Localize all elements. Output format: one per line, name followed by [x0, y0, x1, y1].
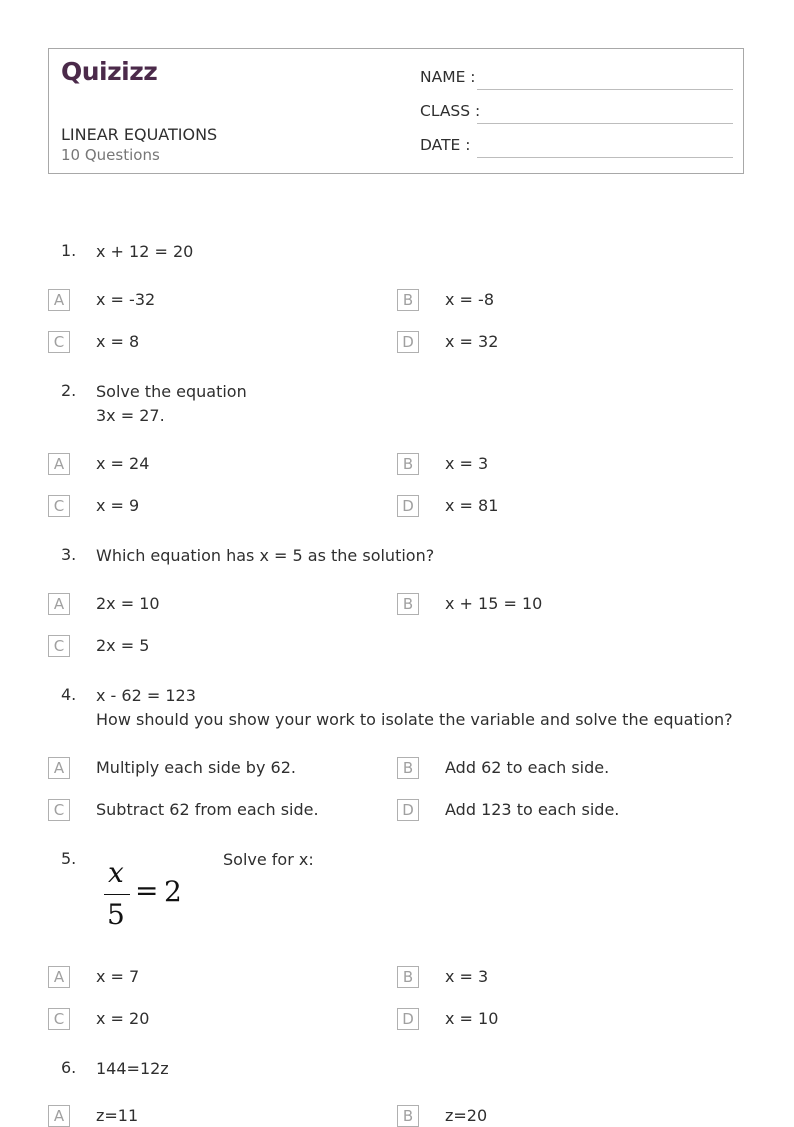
option-text: x = 32: [445, 332, 499, 351]
option-letter-box[interactable]: A: [48, 593, 70, 615]
option-text: x + 15 = 10: [445, 594, 543, 613]
option-text: x = -8: [445, 290, 494, 309]
question-text: x + 12 = 20: [96, 242, 194, 261]
option-text: x = -32: [96, 290, 156, 309]
option-letter-box[interactable]: D: [397, 799, 419, 821]
question-number: 4.: [61, 685, 77, 704]
option-text: x = 3: [445, 967, 489, 986]
option-letter-box[interactable]: B: [397, 289, 419, 311]
date-line: [477, 157, 733, 158]
option-letter-box[interactable]: A: [48, 757, 70, 779]
class-label: CLASS :: [420, 102, 481, 120]
quizizz-logo: Quizizz: [61, 57, 158, 86]
option-letter-box[interactable]: C: [48, 1008, 70, 1030]
fraction-denominator: 5: [107, 898, 125, 931]
option-text: 2x = 10: [96, 594, 160, 613]
option-text: x = 20: [96, 1009, 150, 1028]
class-line: [477, 123, 733, 124]
option-text: 2x = 5: [96, 636, 150, 655]
question-text: How should you show your work to isolate the variable and solve the equation?: [96, 710, 733, 729]
worksheet-header: [48, 48, 744, 174]
option-letter-box[interactable]: C: [48, 495, 70, 517]
fraction-bar: [104, 894, 130, 895]
option-letter-box[interactable]: C: [48, 635, 70, 657]
option-letter-box[interactable]: A: [48, 453, 70, 475]
question-number: 6.: [61, 1058, 77, 1077]
date-label: DATE :: [420, 136, 471, 154]
option-letter-box[interactable]: C: [48, 799, 70, 821]
option-letter-box[interactable]: D: [397, 495, 419, 517]
option-letter-box[interactable]: C: [48, 331, 70, 353]
option-letter-box[interactable]: B: [397, 453, 419, 475]
option-text: Subtract 62 from each side.: [96, 800, 319, 819]
option-letter-box[interactable]: D: [397, 1008, 419, 1030]
equals-sign: =: [135, 874, 159, 907]
option-text: z=20: [445, 1106, 488, 1125]
question-count: 10 Questions: [61, 146, 160, 164]
option-text: x = 9: [96, 496, 140, 515]
option-letter-box[interactable]: A: [48, 289, 70, 311]
option-text: x = 10: [445, 1009, 499, 1028]
option-text: Add 62 to each side.: [445, 758, 610, 777]
option-letter-box[interactable]: B: [397, 1105, 419, 1127]
question-text: 144=12z: [96, 1059, 169, 1078]
worksheet-title: LINEAR EQUATIONS: [61, 125, 218, 144]
question-number: 2.: [61, 381, 77, 400]
option-text: Multiply each side by 62.: [96, 758, 296, 777]
name-label: NAME :: [420, 68, 476, 86]
question-number: 5.: [61, 849, 77, 868]
option-letter-box[interactable]: A: [48, 1105, 70, 1127]
question-text: x - 62 = 123: [96, 686, 196, 705]
option-text: x = 3: [445, 454, 489, 473]
question-text: Solve the equation: [96, 382, 247, 401]
question-text: Solve for x:: [223, 850, 314, 869]
option-text: z=11: [96, 1106, 139, 1125]
name-line: [477, 89, 733, 90]
option-text: x = 7: [96, 967, 140, 986]
question-number: 3.: [61, 545, 77, 564]
question-text: Which equation has x = 5 as the solution?: [96, 546, 435, 565]
option-text: x = 8: [96, 332, 140, 351]
question-number: 1.: [61, 241, 77, 260]
equation-rhs: 2: [164, 875, 182, 908]
option-letter-box[interactable]: B: [397, 757, 419, 779]
option-letter-box[interactable]: B: [397, 966, 419, 988]
question-text: 3x = 27.: [96, 406, 165, 425]
option-text: x = 81: [445, 496, 499, 515]
option-letter-box[interactable]: D: [397, 331, 419, 353]
fraction-equation-image: [102, 856, 188, 936]
option-text: x = 24: [96, 454, 150, 473]
fraction-numerator: x: [108, 856, 124, 889]
option-text: Add 123 to each side.: [445, 800, 620, 819]
option-letter-box[interactable]: A: [48, 966, 70, 988]
option-letter-box[interactable]: B: [397, 593, 419, 615]
